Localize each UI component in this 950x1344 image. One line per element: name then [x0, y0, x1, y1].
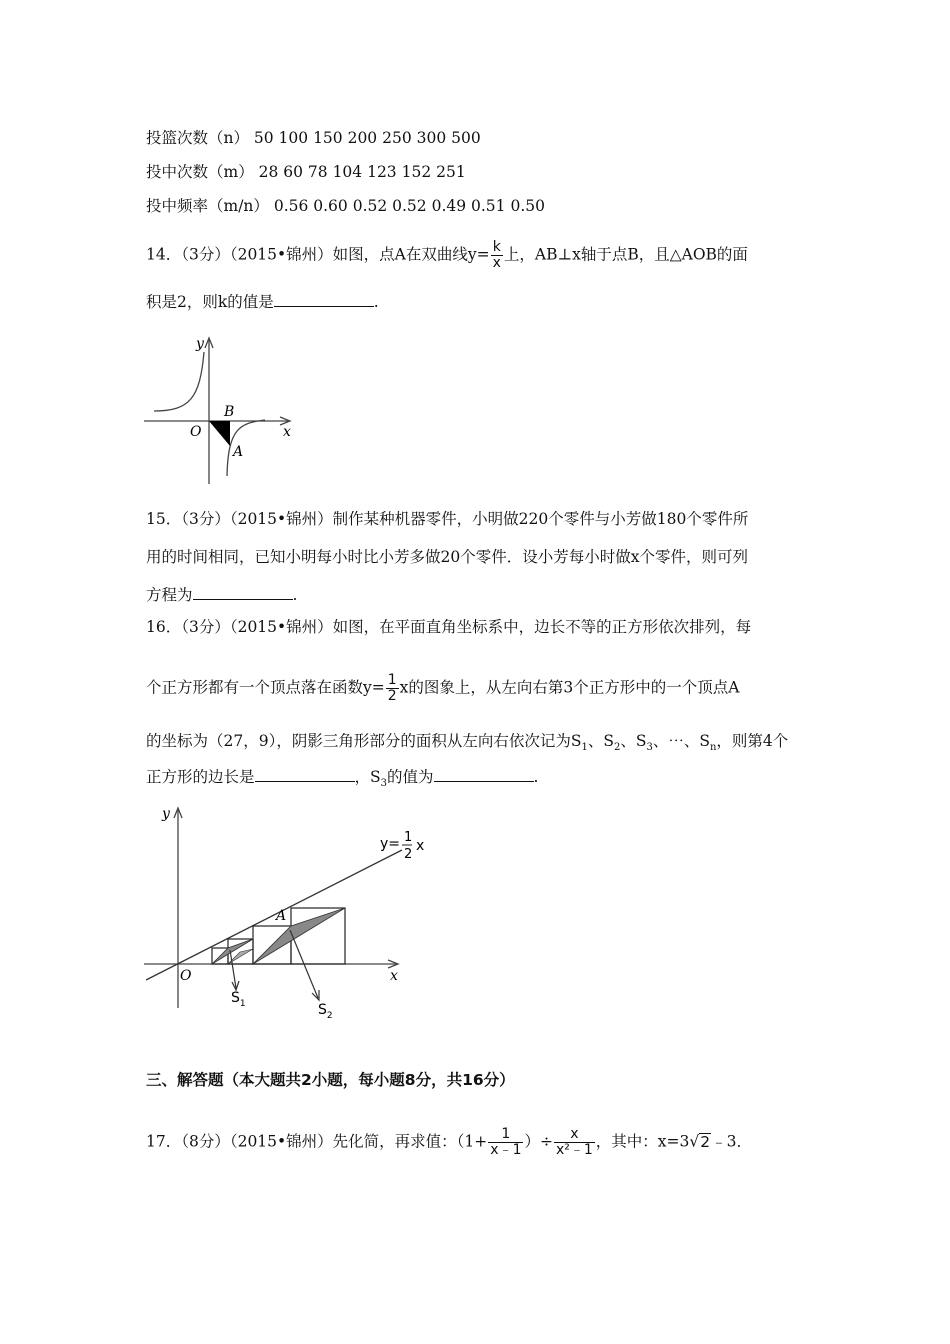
table-row-attempts: 投篮次数（n） 50 100 150 200 250 300 500 [146, 129, 481, 147]
question-16-line-2: 个正方形都有一个顶点落在函数y= $\frac{1}{2}$ x的图象上，从左向右第3个正方形中的一个顶点A [146, 672, 740, 704]
fig14-origin-label: O [190, 424, 202, 440]
fig16-origin-label: O [180, 968, 192, 984]
figure-hyperbola [140, 328, 300, 488]
fig14-b-label: B [224, 404, 235, 420]
answer-blank [274, 292, 374, 307]
fraction-k-over-x: $\frac{k}{x}$ [492, 239, 501, 271]
fig16-function-x: x [416, 838, 425, 854]
fraction-one-half: $\frac{1}{2}$ [387, 672, 397, 704]
question-16-line-4: 正方形的边长是 ，$S_3$的值为 . [146, 768, 539, 790]
question-16-line-1: 16．（3分）（2015•锦州）如图，在平面直角坐标系中，边长不等的正方形依次排列，每 [146, 618, 752, 636]
fraction-1-over-x-minus-1: $\frac{1}{x﹣1}$ [490, 1126, 522, 1158]
fig16-s2-label: $S_2$ [318, 1002, 333, 1021]
answer-blank [193, 585, 293, 600]
answer-blank [434, 767, 534, 782]
fig16-s1-label: $S_1$ [231, 990, 246, 1009]
fig14-y-label: y [196, 336, 204, 352]
question-14-line-2: 积是2，则k的值是 . [146, 293, 379, 311]
fig16-a-label: A [276, 908, 287, 924]
fig14-x-label: x [283, 424, 291, 440]
question-15-line-3: 方程为 . [146, 586, 298, 604]
answer-blank [255, 767, 355, 782]
fig16-function-den: 2 [404, 847, 413, 862]
question-15-line-2: 用的时间相同，已知小明每小时比小芳多做20个零件．设小芳每小时做x个零件，则可列 [146, 548, 748, 566]
fig16-y-label: y [162, 806, 170, 822]
question-16-line-3: 的坐标为（27，9），阴影三角形部分的面积从左向右依次记为$S_1$、$S_2$、$S_3$、⋯、$S_n$，则第4个 [146, 732, 789, 754]
fig16-x-label: x [390, 968, 398, 984]
question-14-line-1: 14．（3分）（2015•锦州）如图，点A在双曲线y= $\frac{k}{x}$ 上，AB⊥x轴于点B，且△AOB的面 [146, 239, 748, 271]
figure-squares [140, 800, 425, 1025]
table-row-frequency: 投中频率（m/n） 0.56 0.60 0.52 0.52 0.49 0.51 0.50 [146, 197, 545, 215]
table-row-hits: 投中次数（m） 28 60 78 104 123 152 251 [146, 163, 466, 181]
question-15-line-1: 15．（3分）（2015•锦州）制作某种机器零件，小明做220个零件与小芳做180个零件所 [146, 510, 749, 528]
fig16-function-label: y= [380, 836, 401, 852]
fraction-x-over-x2-minus-1: $\frac{x}{\text{x²﹣1}}$ [555, 1126, 593, 1158]
fig16-function-num: 1 [404, 830, 413, 845]
question-17: 17．（8分）（2015•锦州）先化简，再求值：（1+ $\frac{1}{x﹣1}$ ）÷ $\frac{x}{\text{x²﹣1}}$ ，其中：x=3√2﹣3． [146, 1126, 753, 1158]
fig14-a-label: A [233, 444, 244, 460]
section-3-title: 三、解答题（本大题共2小题，每小题8分，共16分） [146, 1071, 515, 1089]
sqrt-radicand: 2 [700, 1132, 711, 1151]
